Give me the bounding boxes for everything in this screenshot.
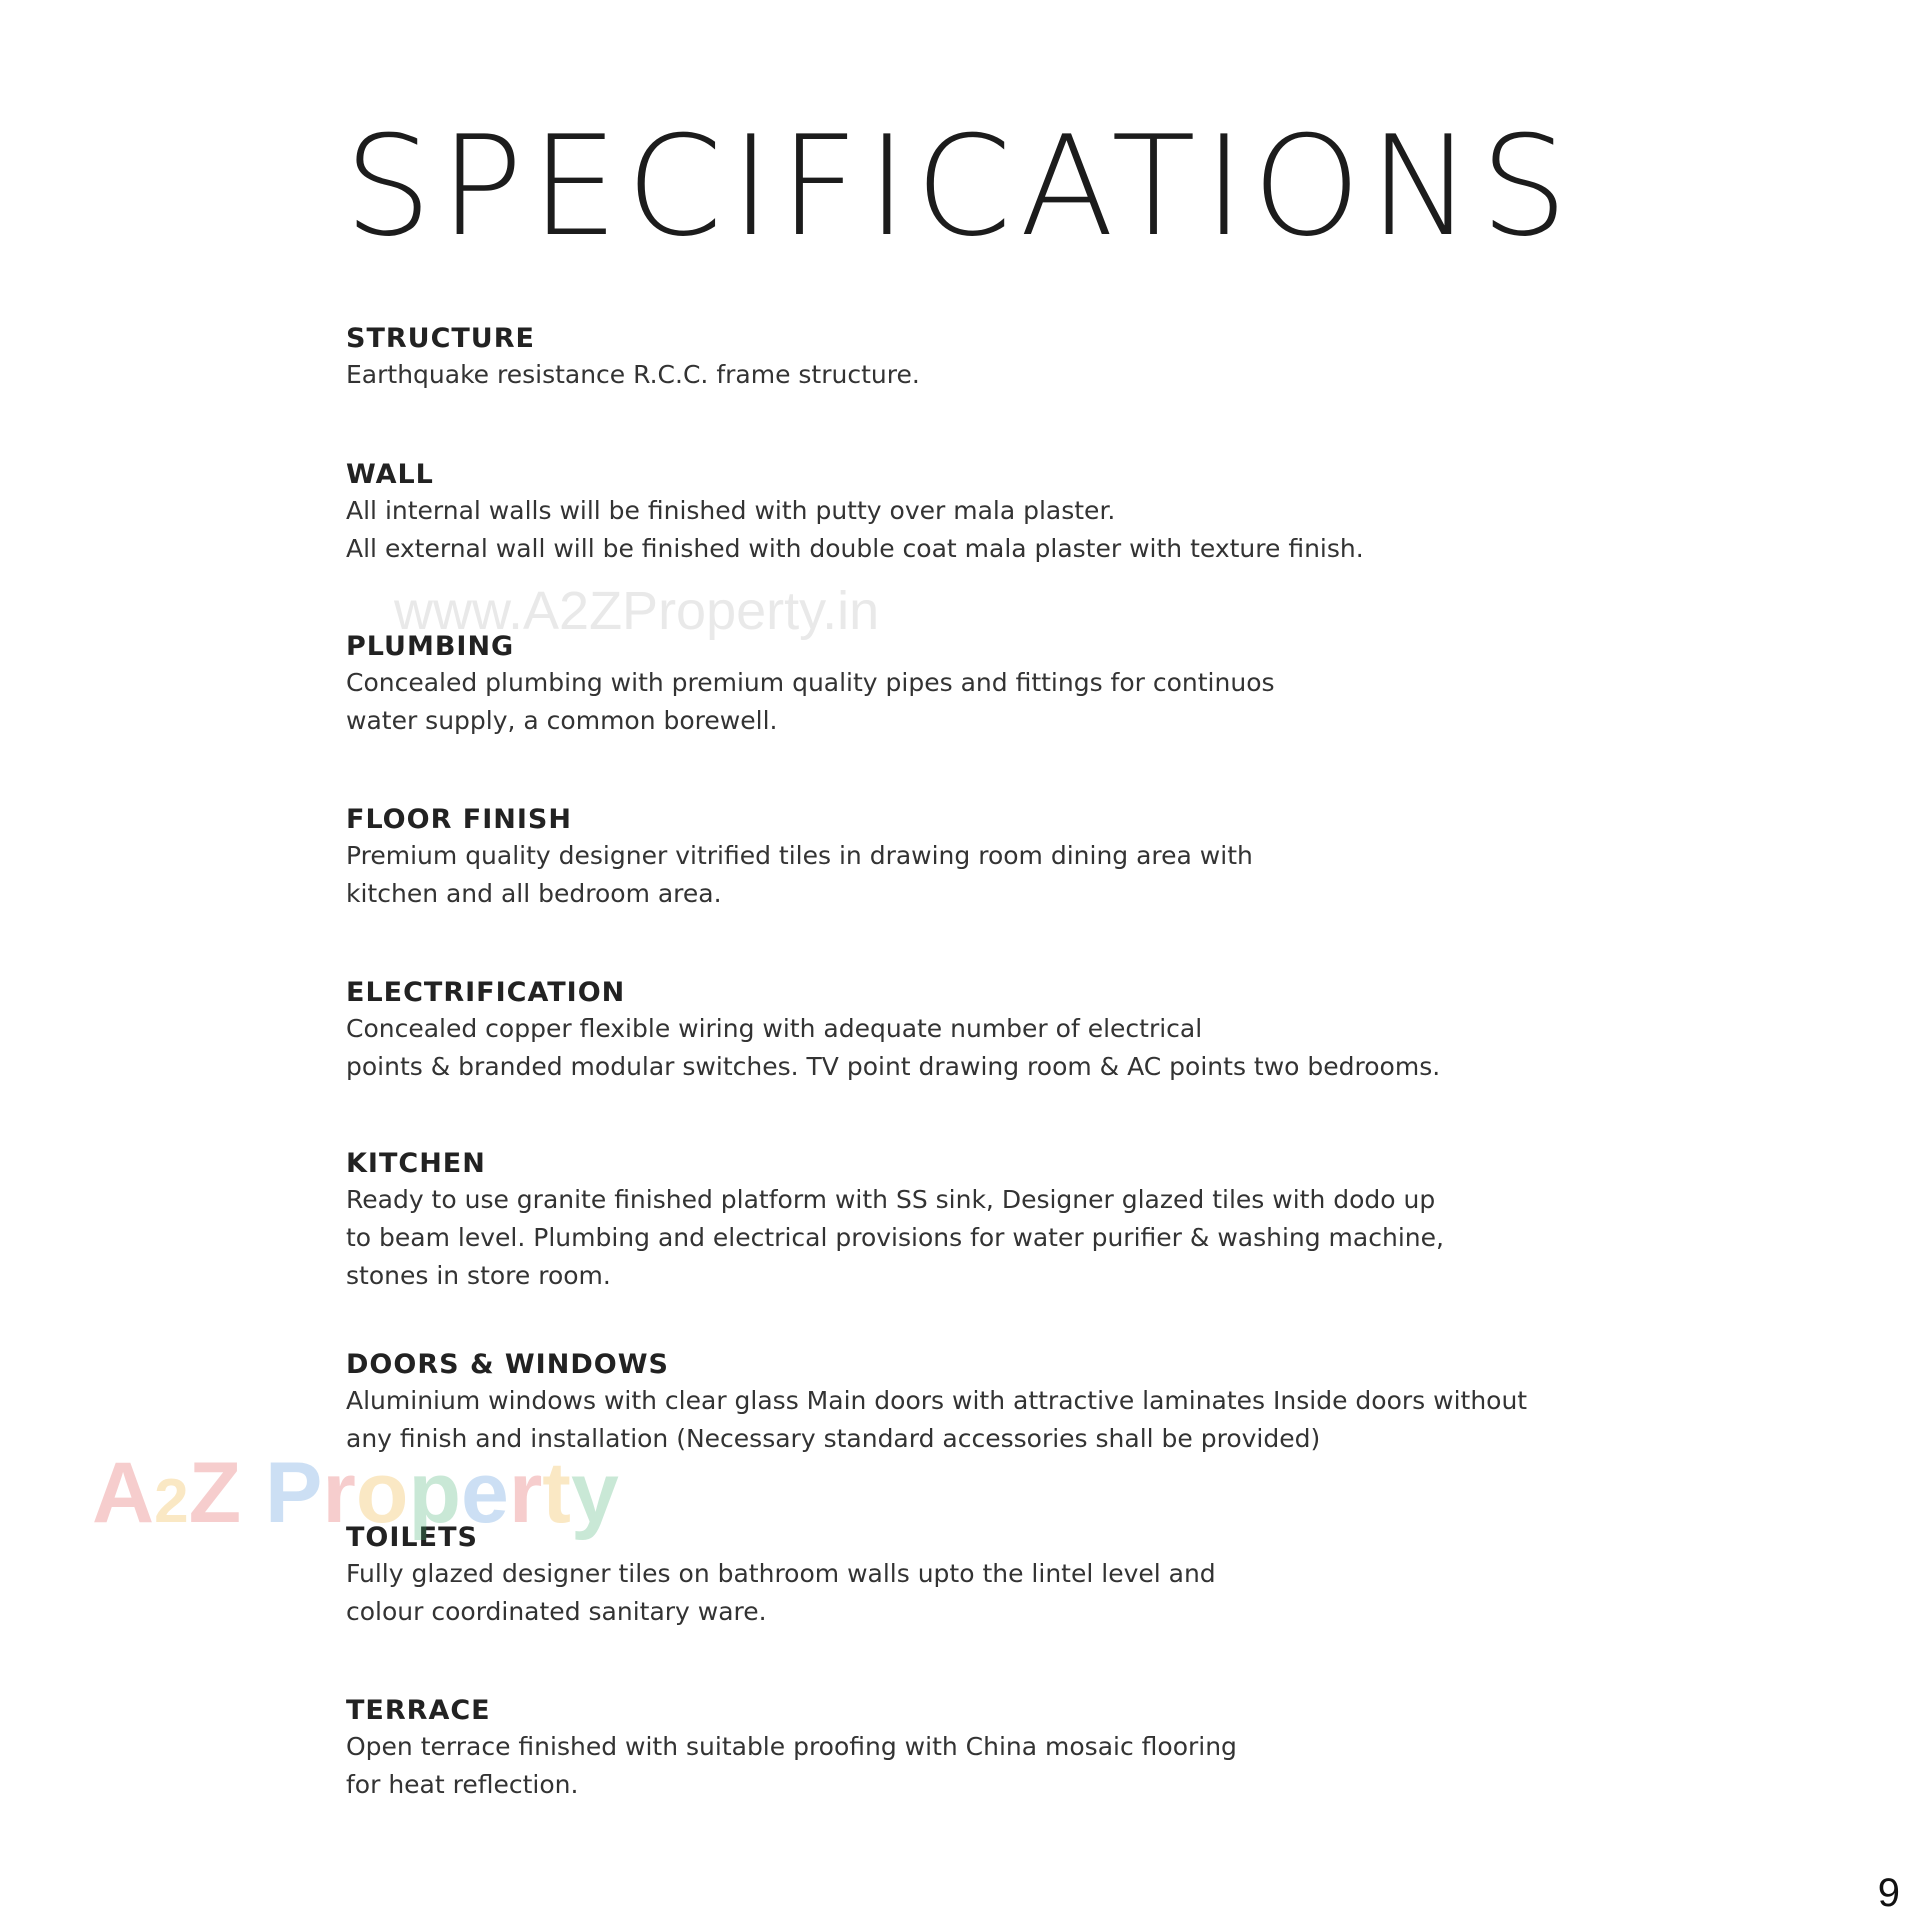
spec-wall: [346, 458, 1636, 568]
spec-text: Earthquake resistance R.C.C. frame structure.: [346, 360, 920, 389]
spec-text: colour coordinated sanitary ware.: [346, 1597, 767, 1626]
spec-heading: DOORS & WINDOWS: [346, 1349, 669, 1380]
spec-text: Aluminium windows with clear glass Main doors with attractive laminates Inside doors without: [346, 1386, 1528, 1415]
spec-text: Fully glazed designer tiles on bathroom walls upto the lintel level and: [346, 1559, 1216, 1588]
spec-text: All external wall will be finished with double coat mala plaster with texture finish.: [346, 534, 1364, 563]
spec-heading: STRUCTURE: [346, 323, 535, 354]
spec-plumbing: [346, 630, 1636, 740]
spec-heading: PLUMBING: [346, 631, 515, 662]
watermark-logo: A2Z Property: [92, 1445, 619, 1541]
spec-text: water supply, a common borewell.: [346, 706, 778, 735]
watermark-url: www.A2ZProperty.in: [394, 581, 880, 641]
spec-text: for heat reflection.: [346, 1770, 579, 1799]
page-number: 9: [1877, 1871, 1900, 1915]
page-title: SPECIFICATIONS: [344, 106, 1576, 267]
spec-doors-windows: [346, 1348, 1636, 1458]
spec-floor-finish: [346, 803, 1636, 913]
spec-kitchen: [346, 1147, 1636, 1295]
spec-heading: FLOOR FINISH: [346, 804, 572, 835]
spec-text: Open terrace finished with suitable proofing with China mosaic flooring: [346, 1732, 1237, 1761]
spec-heading: KITCHEN: [346, 1148, 486, 1179]
spec-terrace: [346, 1694, 1636, 1804]
spec-text: stones in store room.: [346, 1261, 611, 1290]
spec-text: points & branded modular switches. TV point drawing room & AC points two bedrooms.: [346, 1052, 1441, 1081]
spec-heading: ELECTRIFICATION: [346, 977, 626, 1008]
spec-text: Ready to use granite finished platform with SS sink, Designer glazed tiles with dodo up: [346, 1185, 1436, 1214]
spec-heading: TOILETS: [346, 1522, 478, 1553]
spec-text: to beam level. Plumbing and electrical provisions for water purifier & washing machine,: [346, 1223, 1444, 1252]
spec-heading: WALL: [346, 459, 434, 490]
spec-text: All internal walls will be finished with putty over mala plaster.: [346, 496, 1116, 525]
spec-heading: TERRACE: [346, 1695, 491, 1726]
spec-electrification: [346, 976, 1636, 1086]
spec-structure: [346, 322, 1636, 394]
spec-text: Premium quality designer vitrified tiles in drawing room dining area with: [346, 841, 1253, 870]
spec-text: kitchen and all bedroom area.: [346, 879, 722, 908]
spec-text: Concealed copper flexible wiring with adequate number of electrical: [346, 1014, 1203, 1043]
spec-text: any finish and installation (Necessary standard accessories shall be provided): [346, 1424, 1321, 1453]
spec-text: Concealed plumbing with premium quality pipes and fittings for continuos: [346, 668, 1275, 697]
